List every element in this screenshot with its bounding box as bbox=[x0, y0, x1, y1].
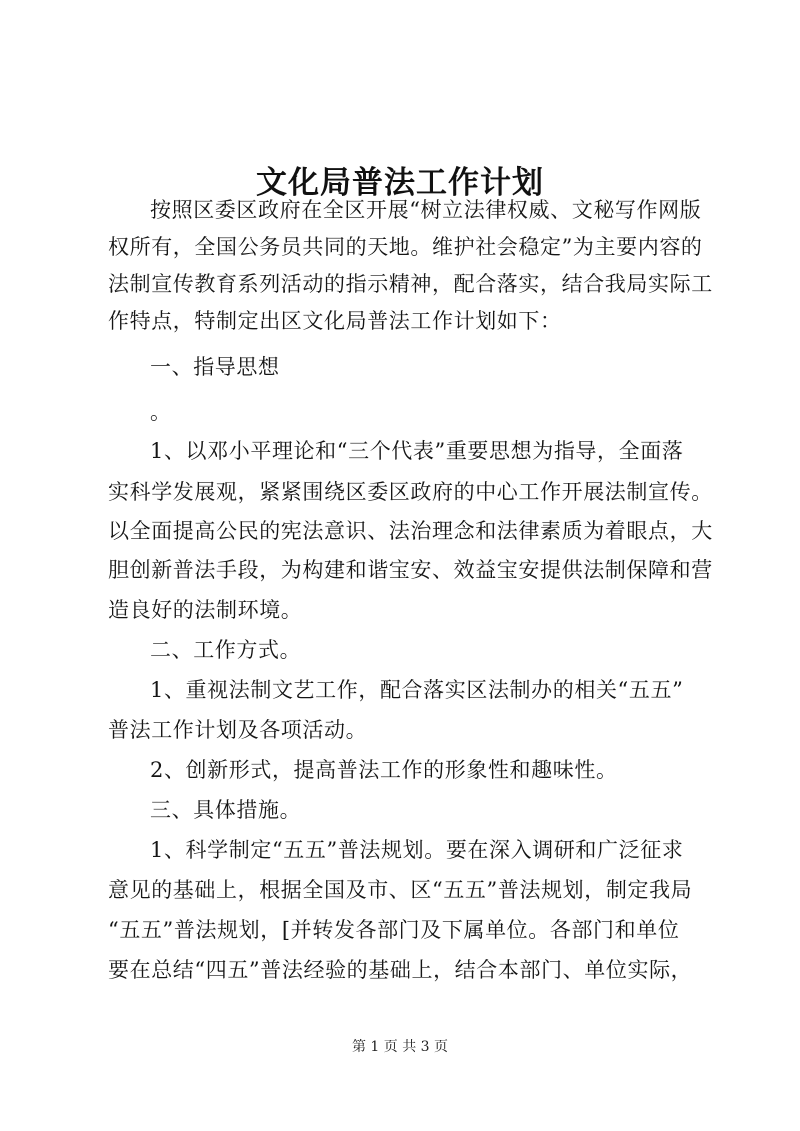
body-line: 实科学发展观，紧紧围绕区委区政府的中心工作开展法制宣传。 bbox=[108, 480, 713, 504]
body-line: 以全面提高公民的宪法意识、法治理念和法律素质为着眼点，大 bbox=[108, 519, 713, 543]
body-line: 1、重视法制文艺工作，配合落实区法制办的相关“五五” bbox=[150, 678, 684, 702]
section-heading: 三、具体措施。 bbox=[150, 798, 302, 822]
body-line: 1、以邓小平理论和“三个代表”重要思想为指导，全面落 bbox=[150, 439, 684, 463]
body-line: “五五”普法规划，[并转发各部门及下属单位。各部门和单位 bbox=[108, 918, 680, 942]
body-line: 造良好的法制环境。 bbox=[108, 598, 303, 622]
body-line: 按照区委区政府在全区开展“树立法律权威、文秘写作网版 bbox=[150, 198, 702, 222]
body-line: 权所有，全国公务员共同的天地。维护社会稳定”为主要内容的 bbox=[108, 235, 703, 259]
body-line: 1、科学制定“五五”普法规划。要在深入调研和广泛征求 bbox=[150, 838, 684, 862]
body-line: 法制宣传教育系列活动的指示精神，配合落实，结合我局实际工 bbox=[108, 272, 713, 296]
section-heading: 一、指导思想 bbox=[150, 355, 280, 379]
body-line: 作特点，特制定出区文化局普法工作计划如下： bbox=[108, 309, 562, 333]
body-line: 。 bbox=[150, 400, 172, 424]
page-footer: 第 1 页 共 3 页 bbox=[351, 1039, 449, 1055]
section-heading: 二、工作方式。 bbox=[150, 638, 302, 662]
body-line: 2、创新形式，提高普法工作的形象性和趣味性。 bbox=[150, 758, 618, 782]
body-line: 要在总结“四五”普法经验的基础上，结合本部门、单位实际， bbox=[108, 958, 693, 982]
body-line: 普法工作计划及各项活动。 bbox=[108, 718, 368, 742]
body-line: 胆创新普法手段，为构建和谐宝安、效益宝安提供法制保障和营 bbox=[108, 558, 713, 582]
body-line: 意见的基础上，根据全国及市、区“五五”普法规划，制定我局 bbox=[108, 878, 693, 902]
document-title: 文化局普法工作计划 bbox=[256, 164, 544, 201]
